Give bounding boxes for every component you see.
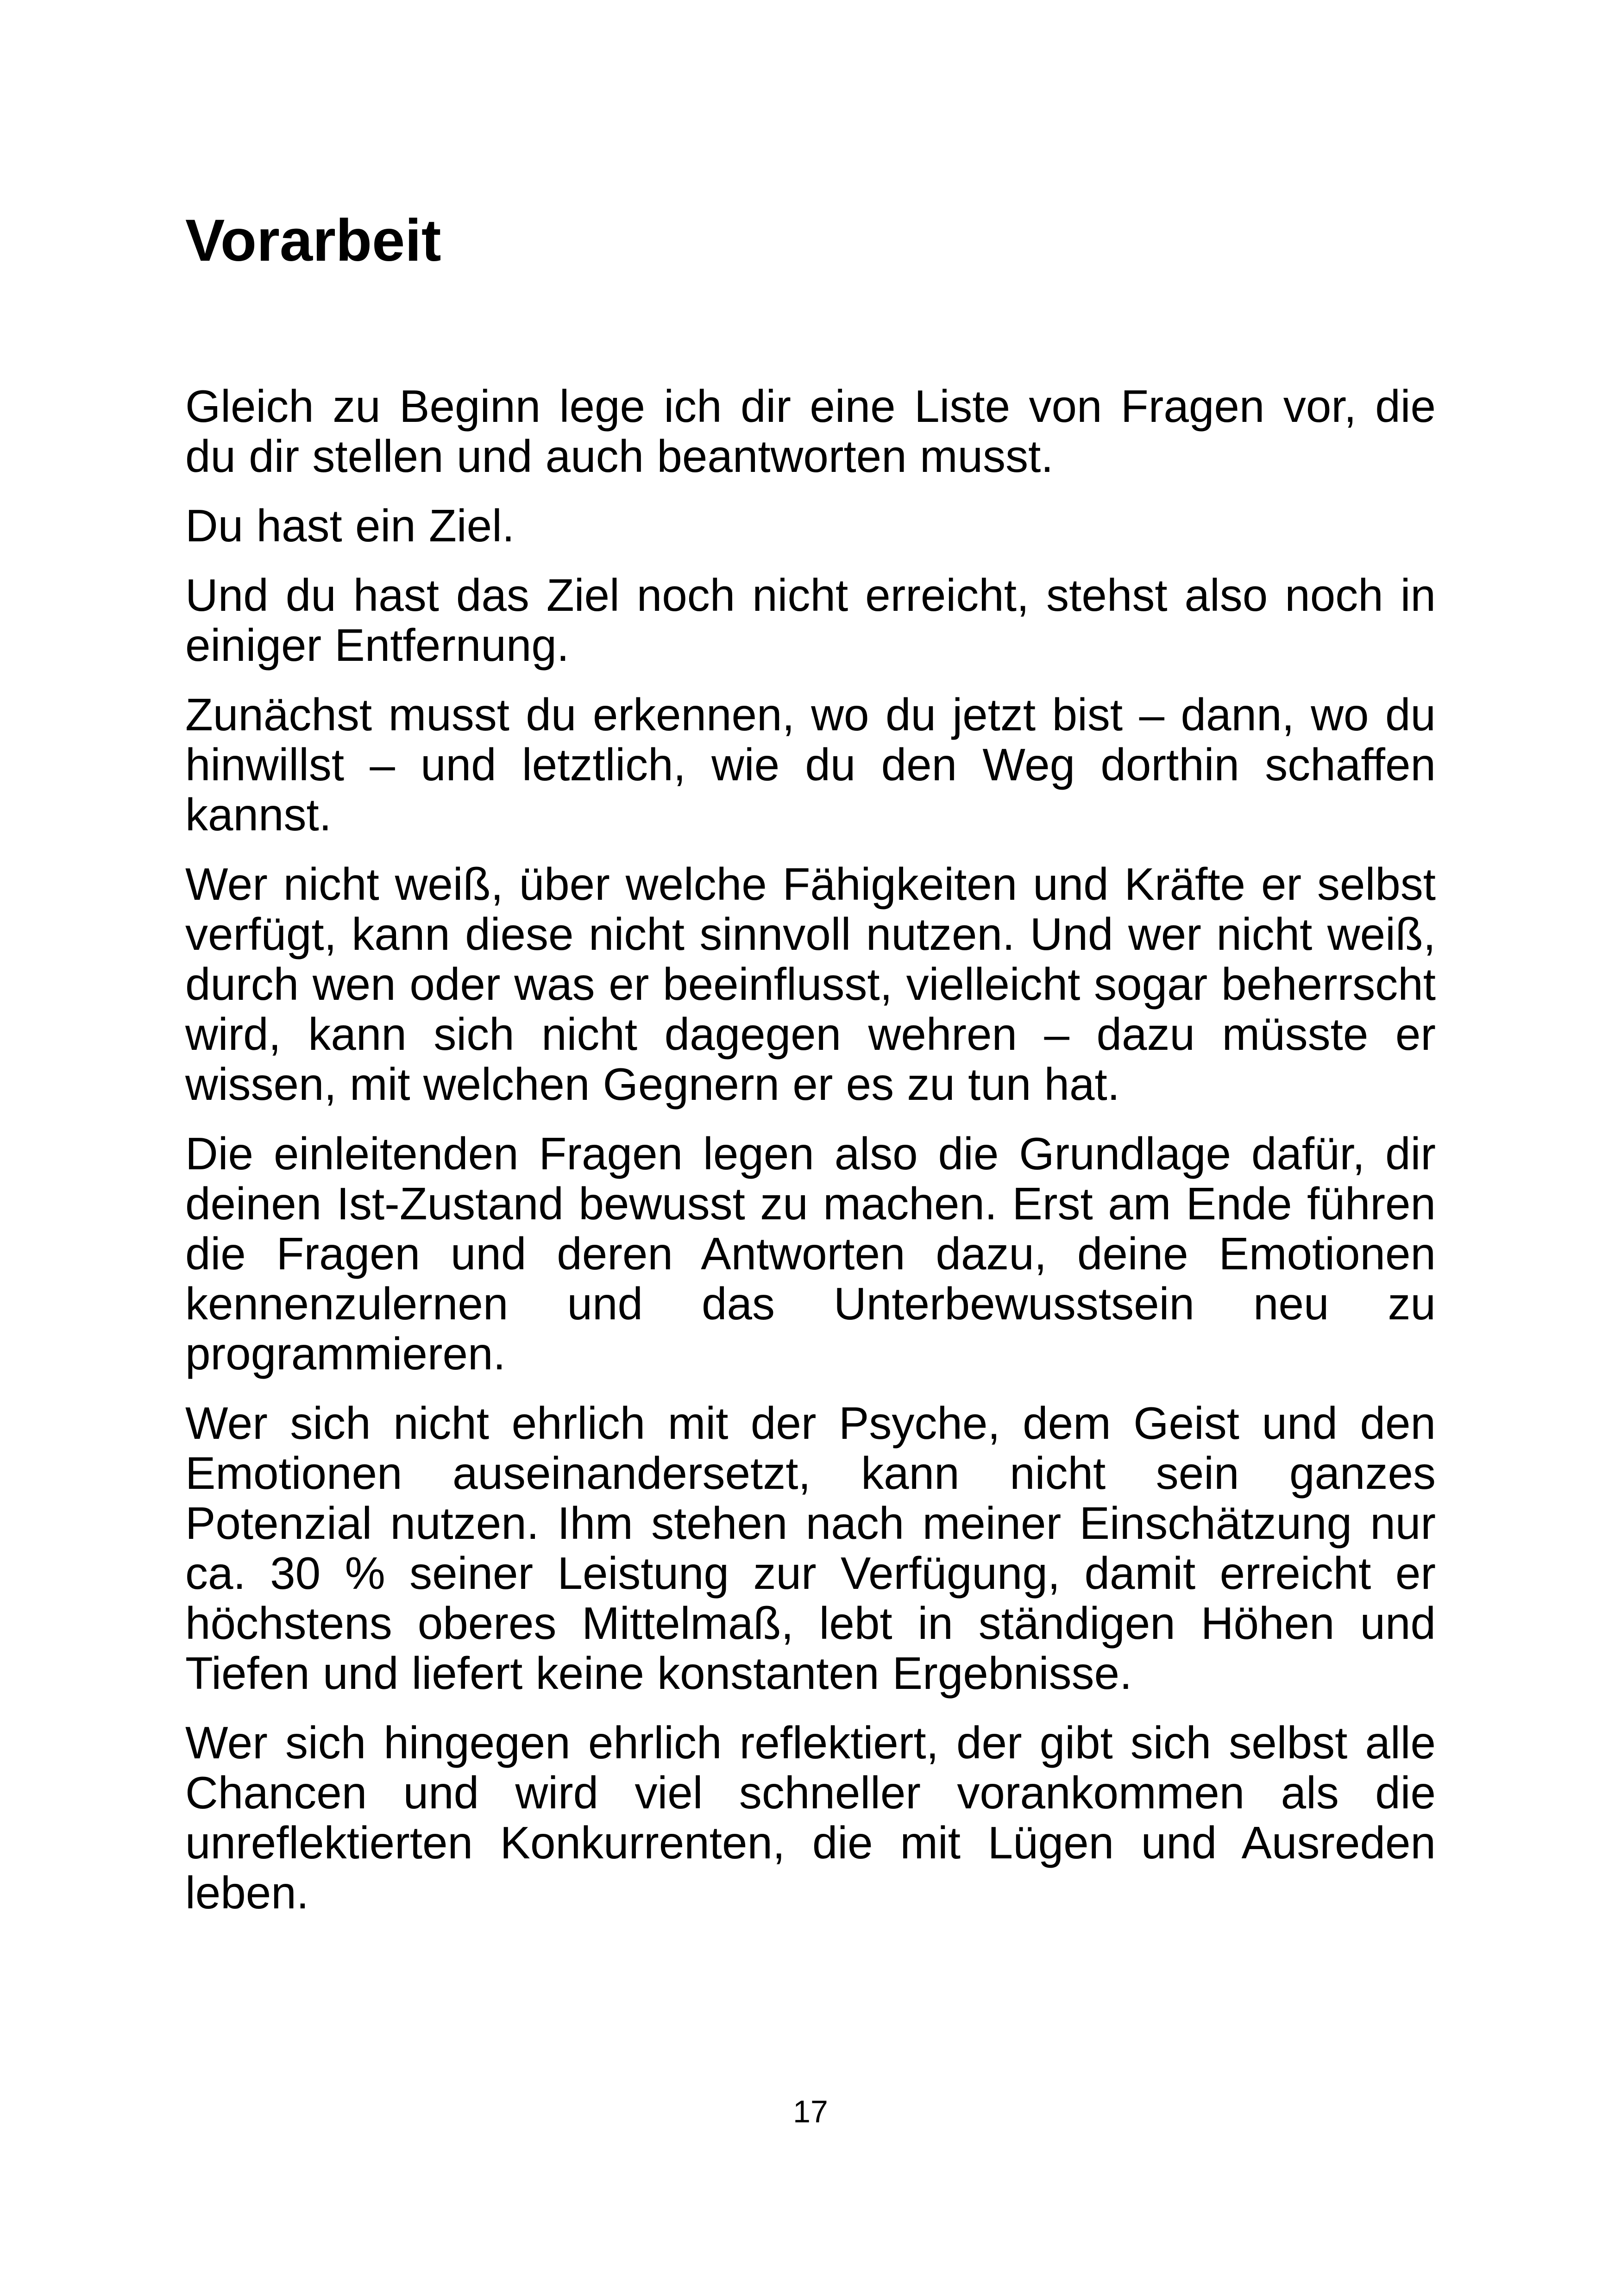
paragraph: Wer nicht weiß, über welche Fähigkeiten und Kräfte er selbst verfügt, kann diese nicht sinnvoll nutzen. Und wer nicht weiß, durch wen oder was er beeinflusst, vielleicht sogar beherrscht wird, kann sich nicht dagegen wehren – dazu müsste er wissen, mit welchen Gegnern er es zu tun hat.	[185, 859, 1436, 1110]
paragraph: Wer sich hingegen ehrlich reflektiert, der gibt sich selbst alle Chancen und wird viel schneller vorankommen als die unreflektierten Konkurrenten, die mit Lügen und Ausreden leben.	[185, 1717, 1436, 1918]
page-number: 17	[793, 2094, 828, 2129]
paragraph: Die einleitenden Fragen legen also die Grundlage dafür, dir deinen Ist-Zustand bewusst zu machen. Erst am Ende führen die Fragen und deren Antworten dazu, deine Emotionen kennenzulernen und das Unterbewusstsein neu zu programmieren.	[185, 1128, 1436, 1379]
paragraph: Du hast ein Ziel.	[185, 500, 515, 551]
paragraph: Wer sich nicht ehrlich mit der Psyche, dem Geist und den Emotionen auseinandersetzt, kann nicht sein ganzes Potenzial nutzen. Ihm stehen nach meiner Einschätzung nur ca. 30 % seiner Leistung zur Verfügung, damit erreicht er höchstens oberes Mittelmaß, lebt in ständigen Höhen und Tiefen und liefert keine konstanten Ergebnisse.	[185, 1398, 1436, 1699]
paragraph: Und du hast das Ziel noch nicht erreicht, stehst also noch in einiger Entfernung.	[185, 570, 1436, 671]
paragraph: Zunächst musst du erkennen, wo du jetzt bist – dann, wo du hinwillst – und letztlich, wie du den Weg dorthin schaffen kannst.	[185, 689, 1436, 840]
page-content	[185, 206, 1436, 1937]
page-title: Vorarbeit	[185, 207, 441, 274]
paragraph: Gleich zu Beginn lege ich dir eine Liste von Fragen vor, die du dir stellen und auch beantworten musst.	[185, 381, 1436, 482]
